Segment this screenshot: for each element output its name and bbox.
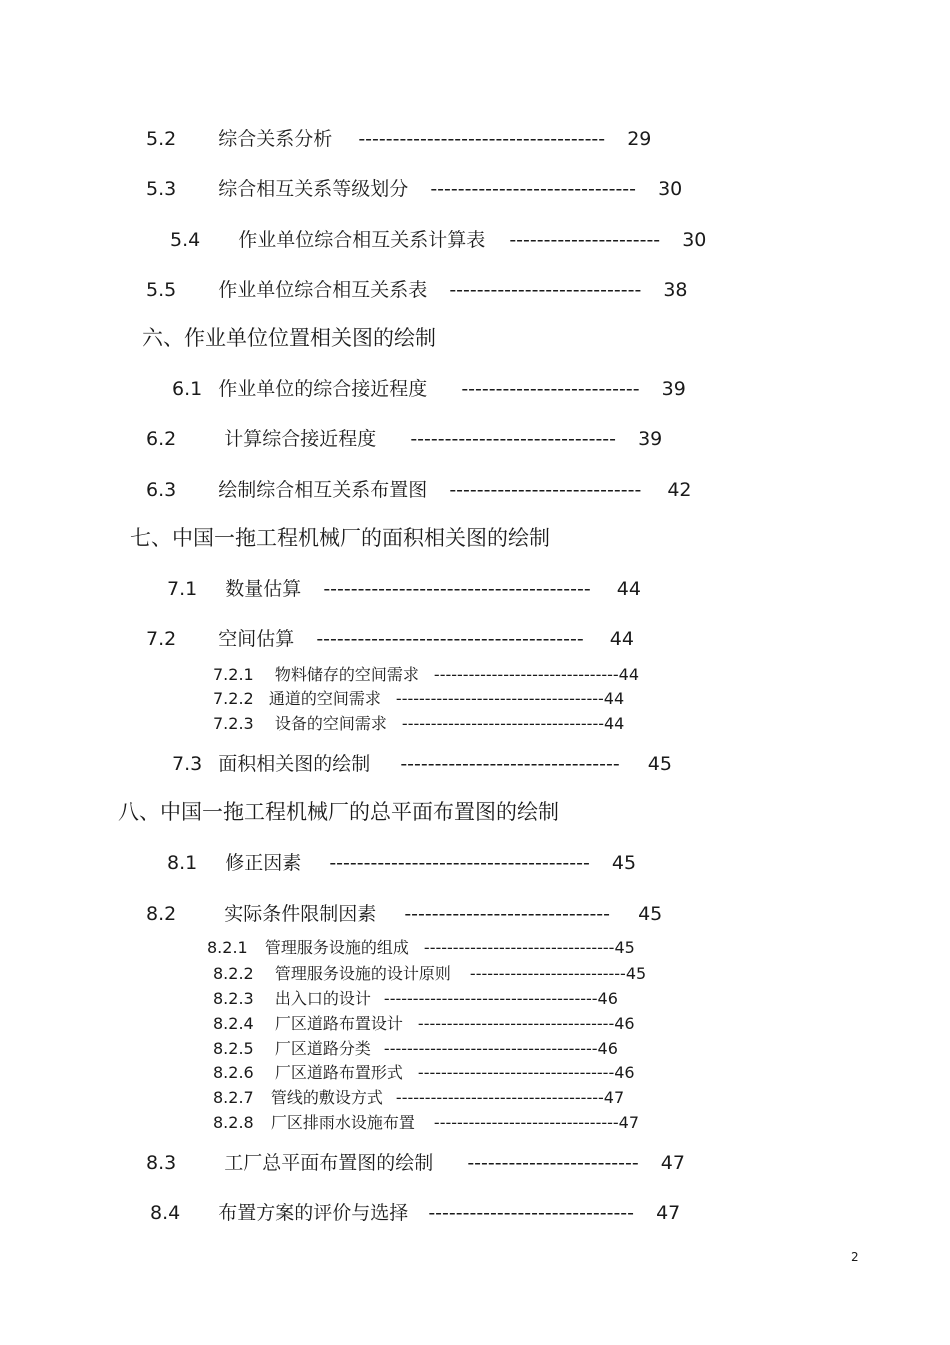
- toc-entry-number: 8.2.7: [213, 1088, 254, 1107]
- toc-entry-number: 7.1: [167, 578, 198, 600]
- toc-entry-title: 出入口的设计: [274, 989, 371, 1008]
- toc-entry[interactable]: [150, 1198, 680, 1225]
- toc-entry-leader: ---------------------------------------: [323, 578, 591, 600]
- toc-subentry[interactable]: [213, 1110, 639, 1133]
- toc-entry-leader: ----------------------------------: [417, 1014, 615, 1033]
- toc-entry-number: 8.2.2: [213, 964, 254, 983]
- toc-chapter-heading[interactable]: [130, 522, 550, 552]
- toc-entry-number: 8.3: [146, 1152, 177, 1174]
- toc-entry-title: 作业单位综合相互关系计算表: [238, 229, 486, 251]
- toc-entry-leader: --------------------------------: [433, 665, 619, 684]
- toc-entry-page: 42: [667, 479, 692, 501]
- toc-subentry[interactable]: [213, 1036, 618, 1059]
- toc-entry-title: 布置方案的评价与选择: [218, 1202, 409, 1224]
- toc-entry-number: 8.2.1: [207, 938, 248, 957]
- toc-subentry[interactable]: [213, 961, 646, 984]
- toc-entry-leader: -----------------------------------: [401, 714, 604, 733]
- toc-entry-leader: -------------------------: [467, 1152, 639, 1174]
- toc-entry-leader: ------------------------------------: [358, 128, 606, 150]
- toc-entry-title: 空间估算: [218, 628, 295, 650]
- toc-entry-title: 厂区排雨水设施布置: [270, 1113, 415, 1132]
- toc-entry-leader: --------------------------: [461, 378, 640, 400]
- toc-entry-page: 44: [609, 628, 634, 650]
- toc-entry-page: 44: [616, 578, 641, 600]
- toc-entry-page: 47: [656, 1202, 681, 1224]
- toc-entry[interactable]: [146, 174, 682, 201]
- toc-entry-leader: ----------------------------: [449, 279, 642, 301]
- toc-entry-number: 5.4: [170, 229, 201, 251]
- toc-entry[interactable]: [146, 475, 692, 502]
- toc-entry-number: 8.4: [150, 1202, 181, 1224]
- toc-entry[interactable]: [167, 848, 636, 875]
- toc-entry-title: 厂区道路分类: [274, 1039, 371, 1058]
- toc-entry-page: 30: [682, 229, 707, 251]
- toc-entry-number: 7.2.3: [213, 714, 254, 733]
- toc-entry-number: 8.2.4: [213, 1014, 254, 1033]
- toc-entry-page: 45: [625, 964, 647, 983]
- toc-entry-number: 7.3: [172, 753, 203, 775]
- toc-subentry[interactable]: [213, 986, 618, 1009]
- toc-entry-title: 数量估算: [225, 578, 302, 600]
- toc-entry-title: 物料储存的空间需求: [274, 665, 419, 684]
- toc-entry[interactable]: [172, 749, 672, 776]
- toc-entry-title: 厂区道路布置设计: [274, 1014, 403, 1033]
- toc-entry[interactable]: [167, 574, 641, 601]
- toc-entry-title: 绘制综合相互关系布置图: [218, 479, 428, 501]
- toc-entry-page: 46: [614, 1014, 635, 1033]
- toc-entry-number: 5.3: [146, 178, 177, 200]
- toc-entry-title: 通道的空间需求: [268, 689, 381, 708]
- toc-entry-leader: ------------------------------: [410, 428, 617, 450]
- toc-entry[interactable]: [146, 1148, 685, 1175]
- toc-entry[interactable]: [146, 624, 634, 651]
- toc-entry-number: 7.2: [146, 628, 177, 650]
- toc-entry-number: 8.2.3: [213, 989, 254, 1008]
- page-number: 2: [851, 1250, 859, 1264]
- toc-entry-number: 6.1: [172, 378, 203, 400]
- toc-chapter-title: 八、中国一拖工程机械厂的总平面布置图的绘制: [118, 800, 559, 824]
- toc-entry[interactable]: [146, 124, 651, 151]
- toc-entry-title: 管理服务设施的组成: [264, 938, 409, 957]
- toc-subentry[interactable]: [213, 1011, 635, 1034]
- toc-entry-number: 8.2.8: [213, 1113, 254, 1132]
- toc-entry-leader: ------------------------------: [428, 1202, 635, 1224]
- toc-entry-number: 7.2.2: [213, 689, 254, 708]
- toc-entry-page: 47: [660, 1152, 685, 1174]
- toc-entry-page: 30: [658, 178, 683, 200]
- toc-entry-number: 5.5: [146, 279, 177, 301]
- toc-entry-number: 6.3: [146, 479, 177, 501]
- toc-entry-leader: ------------------------------: [430, 178, 637, 200]
- toc-subentry[interactable]: [213, 662, 639, 685]
- toc-entry-title: 综合相互关系等级划分: [218, 178, 409, 200]
- toc-entry[interactable]: [146, 275, 688, 302]
- toc-entry-number: 5.2: [146, 128, 177, 150]
- toc-entry-number: 8.2.5: [213, 1039, 254, 1058]
- toc-subentry[interactable]: [213, 1060, 635, 1083]
- toc-entry-page: 45: [638, 903, 663, 925]
- toc-entry-title: 厂区道路布置形式: [274, 1063, 403, 1082]
- toc-entry-page: 29: [627, 128, 652, 150]
- toc-entry-page: 44: [603, 689, 625, 708]
- toc-entry-title: 面积相关图的绘制: [218, 753, 371, 775]
- toc-chapter-heading[interactable]: [118, 796, 559, 826]
- toc-entry-page: 38: [663, 279, 688, 301]
- toc-entry-leader: -------------------------------------: [383, 1039, 598, 1058]
- toc-entry-leader: --------------------------------: [433, 1113, 619, 1132]
- toc-chapter-heading[interactable]: [142, 322, 436, 352]
- toc-entry-leader: --------------------------------------: [329, 852, 590, 874]
- toc-entry-number: 8.2.6: [213, 1063, 254, 1082]
- toc-entry-title: 作业单位综合相互关系表: [218, 279, 428, 301]
- toc-entry-leader: --------------------------------: [400, 753, 620, 775]
- toc-entry-page: 44: [604, 714, 625, 733]
- toc-entry-title: 工厂总平面布置图的绘制: [224, 1152, 434, 1174]
- toc-entry-leader: ----------------------------------: [417, 1063, 615, 1082]
- toc-entry-leader: -------------------------------------: [383, 989, 598, 1008]
- toc-entry-number: 6.2: [146, 428, 177, 450]
- toc-chapter-title: 六、作业单位位置相关图的绘制: [142, 326, 436, 350]
- toc-subentry[interactable]: [213, 686, 624, 709]
- toc-entry[interactable]: [170, 225, 706, 252]
- toc-entry[interactable]: [172, 374, 686, 401]
- toc-chapter-title: 七、中国一拖工程机械厂的面积相关图的绘制: [130, 526, 550, 550]
- toc-subentry[interactable]: [207, 935, 635, 958]
- toc-entry-page: 44: [618, 665, 640, 684]
- toc-entry-leader: ------------------------------------: [395, 689, 604, 708]
- toc-entry-number: 7.2.1: [213, 665, 254, 684]
- toc-subentry[interactable]: [213, 711, 624, 734]
- toc-entry-page: 45: [611, 852, 637, 874]
- toc-entry-title: 设备的空间需求: [274, 714, 387, 733]
- toc-entry-number: 8.1: [167, 852, 198, 874]
- toc-entry-page: 39: [661, 378, 686, 400]
- toc-entry-page: 39: [638, 428, 663, 450]
- toc-entry-number: 8.2: [146, 903, 177, 925]
- toc-entry-leader: ------------------------------------: [395, 1088, 604, 1107]
- toc-entry-title: 修正因素: [225, 852, 302, 874]
- toc-entry-leader: ---------------------------: [469, 964, 626, 983]
- toc-entry-leader: ----------------------------: [449, 479, 642, 501]
- toc-subentry[interactable]: [213, 1085, 624, 1108]
- toc-entry-page: 46: [597, 1039, 618, 1058]
- toc-entry-page: 46: [597, 989, 618, 1008]
- toc-entry-page: 47: [603, 1088, 625, 1107]
- toc-entry-leader: ---------------------------------------: [316, 628, 584, 650]
- toc-entry-leader: ------------------------------: [404, 903, 611, 925]
- toc-entry[interactable]: [146, 424, 662, 451]
- toc-entry-title: 综合关系分析: [218, 128, 333, 150]
- toc-entry-leader: ----------------------: [509, 229, 661, 251]
- toc-entry[interactable]: [146, 899, 662, 926]
- toc-entry-title: 作业单位的综合接近程度: [218, 378, 428, 400]
- toc-entry-leader: ---------------------------------: [423, 938, 615, 957]
- toc-entry-page: 46: [614, 1063, 635, 1082]
- toc-entry-title: 管理服务设施的设计原则: [274, 964, 451, 983]
- toc-entry-title: 实际条件限制因素: [224, 903, 377, 925]
- toc-entry-page: 45: [614, 938, 635, 957]
- toc-entry-page: 45: [647, 753, 672, 775]
- toc-entry-title: 计算综合接近程度: [224, 428, 377, 450]
- toc-entry-title: 管线的敷设方式: [270, 1088, 383, 1107]
- toc-entry-page: 47: [618, 1113, 640, 1132]
